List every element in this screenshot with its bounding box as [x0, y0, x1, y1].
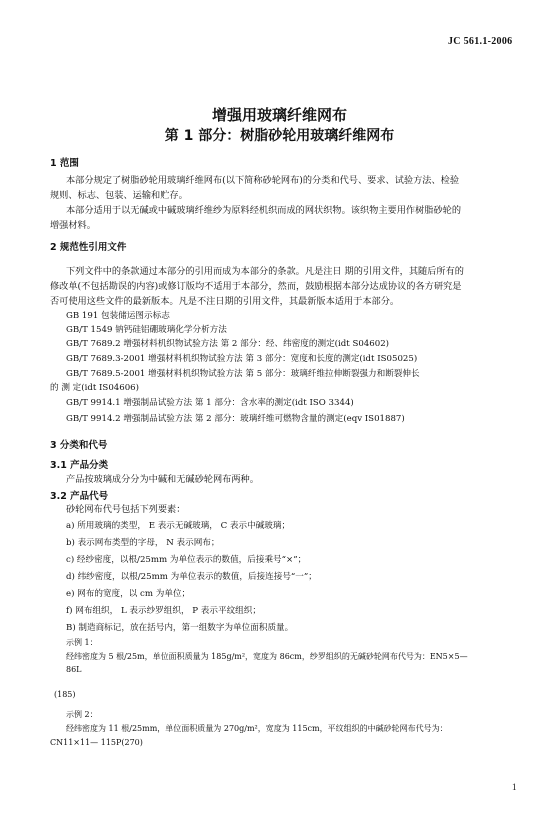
list-item: B) 制造商标记，放在括号内，第一组数字为单位面积质量。 — [66, 623, 294, 633]
paragraph-line: 本部分适用于以无碱或中碱玻璃纤维纱为原料经机织而成的网状织物。该织物主要用作树脂砂轮的 — [66, 205, 462, 216]
section-2-heading: 2 规范性引用文件 — [50, 242, 127, 253]
example-text: 经纬密度为 5 根/25m，单位面积质量为 185g/m²，宽度为 86cm，纱罗组织的无碱砂轮网布代号为：EN5×5— — [66, 652, 468, 661]
standard-number: JC 561.1-2006 — [448, 36, 513, 47]
paragraph-line: 砂轮网布代号包括下列要素： — [66, 504, 186, 515]
list-item: a) 所用玻璃的类型， E 表示无碱玻璃， C 表示中碱玻璃； — [66, 521, 291, 531]
paragraph-line: 本部分规定了树脂砂轮用玻璃纤维网布(以下简称砂轮网布)的分类和代号、要求、试验方法、检验 — [66, 175, 460, 186]
reference-item: GB/T 7689.5-2001 增强材料机织物试验方法 第 5 部分：玻璃纤维拉伸断裂强力和断裂伸长 — [66, 369, 420, 379]
paragraph-line: 规则、标志、包装、运输和贮存。 — [50, 190, 188, 201]
reference-item: GB/T 7689.2 增强材料机织物试验方法 第 2 部分：经、纬密度的测定(idt S04602) — [66, 339, 390, 349]
reference-item: GB/T 1549 钠钙硅铝硼玻璃化学分析方法 — [66, 325, 227, 335]
section-3-1-heading: 3.1 产品分类 — [50, 460, 109, 471]
reference-item: GB/T 9914.2 增强制品试验方法 第 2 部分：玻璃纤维可燃物含量的测定(eqv IS01887) — [66, 414, 405, 424]
paragraph-line: 产品按玻璃成分分为中碱和无碱砂轮网布两种。 — [66, 474, 259, 485]
reference-item: 的 测 定(idt IS04606) — [50, 383, 140, 393]
example-text: 86L — [66, 665, 82, 674]
list-item: f) 网布组织， L 表示纱罗组织， P 表示平纹组织； — [66, 606, 261, 616]
paragraph-line: 否可使用这些文件的最新版本。凡是不注日期的引用文件，其最新版本适用于本部分。 — [50, 296, 400, 307]
reference-item: GB/T 9914.1 增强制品试验方法 第 1 部分：含水率的测定(idt ISO 3344) — [66, 398, 354, 408]
section-3-heading: 3 分类和代号 — [50, 440, 108, 451]
example-label: 示例 2： — [66, 710, 98, 719]
page-number: 1 — [512, 782, 517, 792]
list-item: b) 表示网布类型的字母， N 表示网布； — [66, 538, 220, 548]
reference-item: GB 191 包装储运图示标志 — [66, 311, 170, 321]
example-label: 示例 1： — [66, 638, 98, 647]
section-1-heading: 1 范围 — [50, 158, 79, 169]
paragraph-line: 修改单(不包括勘误的内容)或修订版均不适用于本部分，然而，鼓励根据本部分达成协议的各方研究是 — [50, 281, 462, 292]
document-title: 增强用玻璃纤维网布 — [211, 106, 347, 124]
section-3-2-heading: 3.2 产品代号 — [50, 491, 109, 502]
list-item: d) 纬纱密度，以根/25mm 为单位表示的数值，后接连接号“一”； — [66, 572, 317, 582]
example-text: 经纬密度为 11 根/25mm，单位面积质量为 270g/m²，宽度为 115cm，平纹组织的中碱砂轮网布代号为： — [66, 724, 448, 733]
reference-item: GB/T 7689.3-2001 增强材料机织物试验方法 第 3 部分：宽度和长度的测定(idt IS05025) — [66, 354, 418, 364]
list-item: c) 经纱密度，以根/25mm 为单位表示的数值，后接乘号“×”； — [66, 555, 307, 565]
paragraph-line: 下列文件中的条款通过本部分的引用而成为本部分的条款。凡是注日 期的引用文件，其随后所有的 — [66, 266, 464, 277]
document-subtitle: 第 1 部分：树脂砂轮用玻璃纤维网布 — [164, 128, 395, 144]
example-text: (185) — [54, 690, 76, 699]
example-text: CN11×11— 115P(270) — [50, 738, 143, 747]
list-item: e) 网布的宽度，以 cm 为单位； — [66, 589, 191, 599]
paragraph-line: 增强材料。 — [50, 220, 96, 231]
